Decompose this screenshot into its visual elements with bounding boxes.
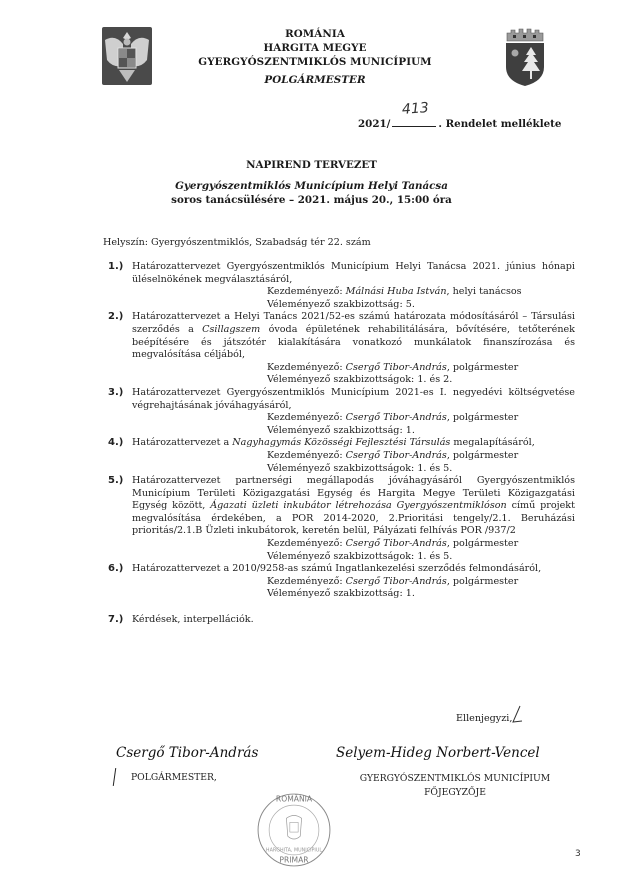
agenda-item: [108, 387, 575, 437]
decree-number-blank: [392, 100, 436, 127]
initiator-role: , polgármester: [446, 449, 519, 461]
agenda-item: [108, 563, 575, 601]
agenda-item-text: Kérdések, interpellációk.: [132, 614, 254, 626]
signature-mayor: Csergő Tibor-András: [116, 745, 259, 761]
subtitle-council: Gyergyószentmiklós Municípium Helyi Tanácsa: [175, 180, 448, 192]
letterhead: [150, 27, 480, 87]
agenda-item: [108, 475, 575, 563]
agenda-item-number: 1.): [108, 261, 124, 272]
initiator-role: , polgármester: [446, 538, 519, 550]
initiator-label: Kezdeményező:: [267, 449, 346, 461]
document-title: NAPIREND TERVEZET: [246, 159, 377, 171]
initial-mark-icon: [510, 705, 524, 725]
agenda-item: [108, 614, 575, 627]
initiator-label: Kezdeményező:: [267, 538, 346, 550]
decree-suffix: . Rendelet melléklete: [438, 118, 562, 130]
page-number: 3: [575, 849, 581, 859]
agenda-text-italic: Nagyhagymás Közösségi Fejlesztési Társulás: [232, 437, 451, 449]
document-subtitle: [0, 180, 623, 207]
agenda-text-part: megalapításáról,: [450, 437, 535, 449]
agenda-item-number: 6.): [108, 563, 124, 575]
initiator-role: , helyi tanácsos: [446, 286, 522, 298]
agenda-item-text: [132, 437, 575, 450]
initiator: [267, 412, 575, 425]
initiator-label: Kezdeményező:: [267, 286, 346, 298]
reviewing-committee: Véleményező szakbizottság: 1.: [267, 588, 415, 600]
city-coat-of-arms-icon: [503, 27, 547, 87]
agenda-text-part: Határozattervezet a: [132, 437, 233, 449]
agenda-item-meta: [132, 362, 575, 387]
initiator-label: Kezdeményező:: [267, 361, 346, 373]
initiator: [267, 538, 575, 551]
agenda-item-text: Határozattervezet Gyergyószentmiklós Municípium Helyi Tanácsa 2021. június hónapi üléselnökének megválasztásáról,: [132, 261, 575, 285]
agenda-item: [108, 261, 575, 311]
initiator-name: Csergő Tibor-András: [345, 575, 447, 587]
meeting-location: Helyszín: Gyergyószentmiklós, Szabadság tér 22. szám: [103, 237, 371, 248]
agenda-item-meta: [132, 538, 575, 563]
agenda-item-text: Határozattervezet Gyergyószentmiklós Municípium 2021-es I. negyedévi költségvetése végrehajtásának jóváhagyásáról,: [132, 386, 575, 411]
chief-notary-role: [330, 772, 580, 800]
municipality-name: GYERGYÓSZENTMIKLÓS MUNICÍPIUM: [198, 56, 432, 68]
initiator-label: Kezdeményező:: [267, 412, 346, 424]
agenda-item-text: [132, 311, 575, 361]
agenda-item-text: Határozattervezet a 2010/9258-as számú Ingatlankezelési szerződés felmondásáról,: [132, 563, 542, 575]
decree-year: 2021/: [358, 118, 391, 130]
spacer: [108, 601, 575, 614]
agenda-text-part: Határozattervezet a Helyi Tanács 2021/52-es számú határozata módosításáról – Társulási szerződés a: [132, 311, 575, 335]
countersign-label: Ellenjegyzi,: [456, 713, 513, 724]
agenda-item-meta: [132, 286, 575, 311]
agenda-item-number: 3.): [108, 386, 124, 398]
initiator-name: Csergő Tibor-András: [345, 538, 447, 550]
subtitle-date: soros tanácsülésére – 2021. május 20., 15:00 óra: [171, 193, 452, 206]
agenda-item-meta: [132, 576, 575, 601]
agenda-item-number: 5.): [108, 475, 124, 487]
chief-notary-role-line2: FŐJEGYZŐJE: [424, 787, 486, 798]
initiator-role: , polgármester: [446, 361, 519, 373]
agenda-item-number: 2.): [108, 311, 124, 323]
initiator-role: , polgármester: [446, 575, 519, 587]
initiator: [267, 450, 575, 463]
stamp-bottom-text: PRIMAR: [279, 855, 309, 865]
handwritten-decree-number: 413: [401, 100, 430, 118]
agenda-text-italic: Ágazati üzleti inkubátor létrehozása Gyergyószentmiklóson: [210, 500, 507, 512]
agenda-list: [108, 261, 575, 627]
signature-stroke: [113, 768, 116, 786]
chief-notary-role-line1: GYERGYÓSZENTMIKLÓS MUNICÍPIUM: [359, 773, 551, 784]
initiator-name: Csergő Tibor-András: [345, 361, 447, 373]
official-stamp-icon: [256, 792, 332, 868]
agenda-item: [108, 437, 575, 475]
agenda-item-number: 7.): [108, 614, 124, 626]
initiator-name: Csergő Tibor-András: [345, 412, 447, 424]
agenda-item-text: [132, 475, 575, 538]
initiator-label: Kezdeményező:: [267, 575, 346, 587]
agenda-text-part: óvoda épületének rehabilitálására, bővítésére, tetőterének beépítésére és játszótér kialakítására vonatkozó munkálatok finanszírozása és megvalósítása céljából,: [132, 323, 575, 361]
reviewing-committee: Véleményező szakbizottságok: 1. és 5.: [267, 550, 453, 562]
reviewing-committee: Véleményező szakbizottságok: 1. és 5.: [267, 462, 453, 474]
initiator: [267, 286, 575, 299]
stamp-top-text: ROMÂNIA: [275, 794, 313, 804]
initiator-name: Málnási Huba István: [345, 286, 447, 298]
romania-coat-of-arms-icon: [101, 26, 153, 86]
agenda-item-meta: [132, 450, 575, 475]
initiator-role: , polgármester: [446, 412, 519, 424]
initiator: [267, 362, 575, 375]
initiator: [267, 576, 575, 589]
stamp-inner-text: HARGHITA, MUNICIPIUL: [265, 848, 323, 854]
signature-chief-notary: Selyem-Hideg Norbert-Vencel: [336, 745, 540, 761]
agenda-text-part: Határozattervezet partnerségi megállapodás jóváhagyásáról Gyergyószentmiklós Municípium Területi Közigazgatási Egység és Hargita Megye Területi Közigazgatási Egység között,: [132, 475, 575, 512]
country-name: ROMÁNIA: [285, 28, 345, 40]
mayor-role: POLGÁRMESTER,: [131, 772, 217, 783]
agenda-text-italic: Csillagszem: [202, 323, 261, 335]
agenda-text-part: című projekt megvalósítása érdekében, a POR 2014-2020, 2.Prioritási tengely/2.1. Beruházási prioritás/2.1.B Üzleti inkubátorok, keretén belül, Pályázati felhívás POR /937/2: [132, 500, 575, 537]
office-name: POLGÁRMESTER: [264, 74, 366, 86]
agenda-item: [108, 311, 575, 387]
initiator-name: Csergő Tibor-András: [345, 449, 447, 461]
reviewing-committee: Véleményező szakbizottságok: 1. és 2.: [267, 374, 453, 386]
reviewing-committee: Véleményező szakbizottság: 5.: [267, 298, 415, 310]
county-name: HARGITA MEGYE: [263, 42, 367, 54]
decree-reference: [358, 100, 562, 130]
agenda-item-number: 4.): [108, 437, 124, 449]
agenda-item-meta: [132, 412, 575, 437]
reviewing-committee: Véleményező szakbizottság: 1.: [267, 424, 415, 436]
